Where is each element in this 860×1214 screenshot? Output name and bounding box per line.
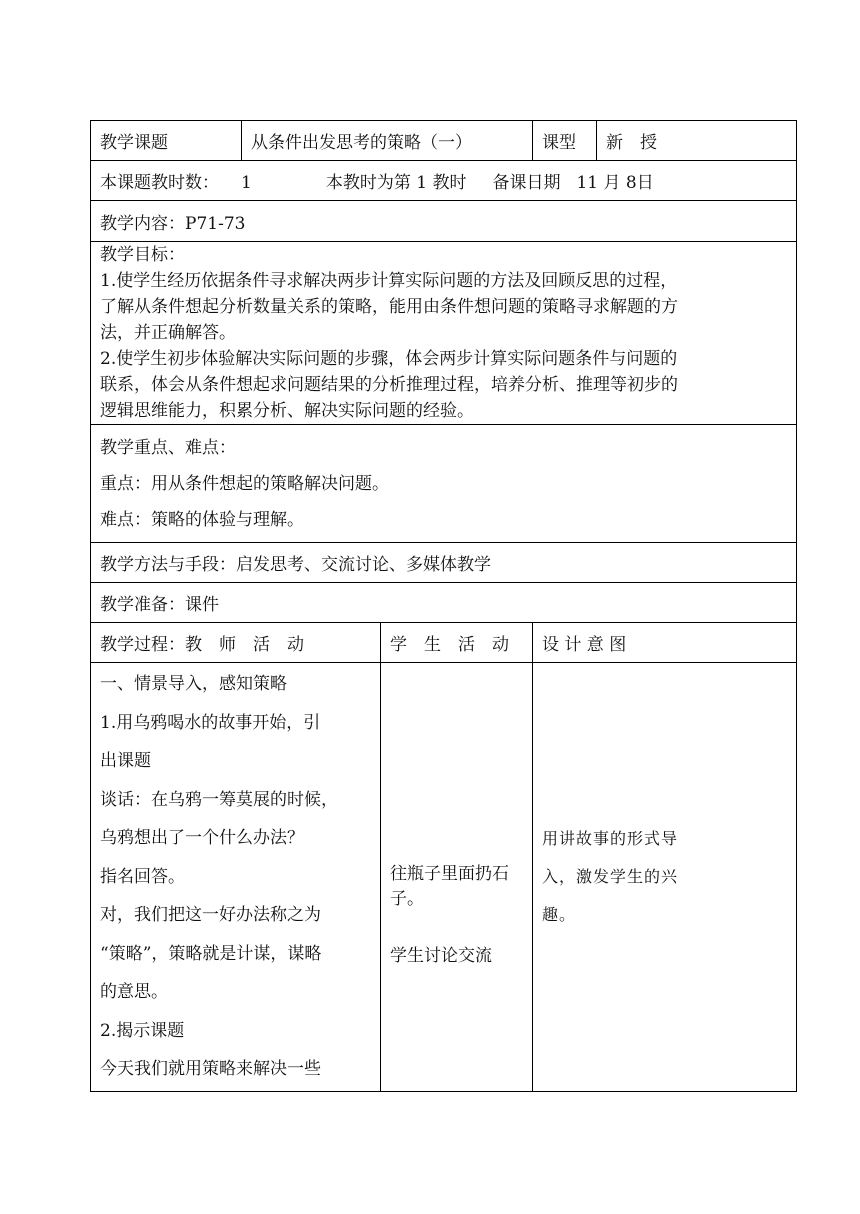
student-activity-cell [381,663,533,1092]
goal-line: 1.使学生经历依据条件寻求解决两步计算实际问题的方法及回顾反思的过程， [100,271,678,291]
teacher-line: 一、情景导入，感知策略 [100,674,287,695]
prep-row [91,583,797,623]
teacher-line: 今天我们就用策略来解决一些 [100,1059,321,1080]
hours-total: 1 [241,173,252,193]
content-row [91,201,797,242]
student-activity-header: 学 生 活 动 [381,623,533,663]
design-intent-header: 设 计 意 图 [533,623,797,663]
teacher-line: 乌鸦想出了一个什么办法？ [100,828,304,849]
process-header-row [91,623,797,663]
keypoints-title: 教学重点、难点： [100,437,236,458]
goal-line: 逻辑思维能力，积累分析、解决实际问题的经验。 [100,401,474,421]
goals-title: 教学目标： [100,245,185,265]
design-line: 入，激发学生的兴 [542,867,679,886]
process-body-row [91,663,797,1092]
student-line: 学生讨论交流 [390,946,492,966]
teacher-line: 指名回答。 [100,866,185,887]
goal-line: 联系，体会从条件想起求问题结果的分析推理过程，培养分析、推理等初步的 [100,375,678,395]
teacher-line: 出课题 [100,751,151,772]
teacher-line: 2.揭示课题 [100,1020,185,1041]
date-month-unit: 月 [603,173,621,193]
goals-cell [91,242,797,425]
design-line: 用讲故事的形式导 [542,829,679,848]
keypoints-difficulty: 难点：策略的体验与理解。 [100,509,304,530]
method-cell: 教学方法与手段：启发思考、交流讨论、多媒体教学 [91,543,797,583]
student-line: 往瓶子里面扔石子。 [390,864,509,909]
keypoints-cell [91,425,797,543]
teacher-line: 的意思。 [100,982,168,1003]
goal-line: 2.使学生初步体验解决实际问题的步骤，体会两步计算实际问题条件与问题的 [100,349,678,369]
content-cell: 教学内容：P71-73 [91,201,797,242]
current-value: 1 [416,173,428,193]
topic-value: 从条件出发思考的策略（一） [242,121,533,161]
topic-label: 教学课题 [91,121,242,161]
topic-row [91,121,797,161]
date-month: 11 [576,173,599,193]
goals-row [91,242,797,425]
teacher-line: 对，我们把这一好办法称之为 [100,905,321,926]
design-line: 趣。 [542,905,577,924]
type-value: 新 授 [597,121,797,161]
current-suffix: 教时 [432,173,467,193]
goal-line: 了解从条件想起分析数量关系的策略，能用由条件想问题的策略寻求解题的方 [100,297,678,317]
date-day: 8日 [625,173,654,193]
teacher-line: 谈话：在乌鸦一筹莫展的时候， [100,789,338,810]
hours-cell [91,161,797,201]
type-label: 课型 [533,121,597,161]
keypoints-row [91,425,797,543]
hours-row [91,161,797,201]
teacher-activity-header: 教学过程：教 师 活 动 [91,623,381,663]
design-intent-cell [533,663,797,1092]
current-prefix: 本教时为第 [325,173,411,193]
teacher-line: 1.用乌鸦喝水的故事开始，引 [100,712,321,733]
method-row [91,543,797,583]
goal-line: 法，并正确解答。 [100,323,236,343]
hours-label: 本课题教时数： [100,173,219,193]
prep-cell: 教学准备：课件 [91,583,797,623]
date-label: 备课日期 [492,173,561,193]
teacher-line: “策略”，策略就是计谋，谋略 [100,943,322,964]
keypoints-focus: 重点：用从条件想起的策略解决问题。 [100,473,389,494]
teacher-activity-cell [91,663,381,1092]
lesson-plan-table [90,120,797,1092]
